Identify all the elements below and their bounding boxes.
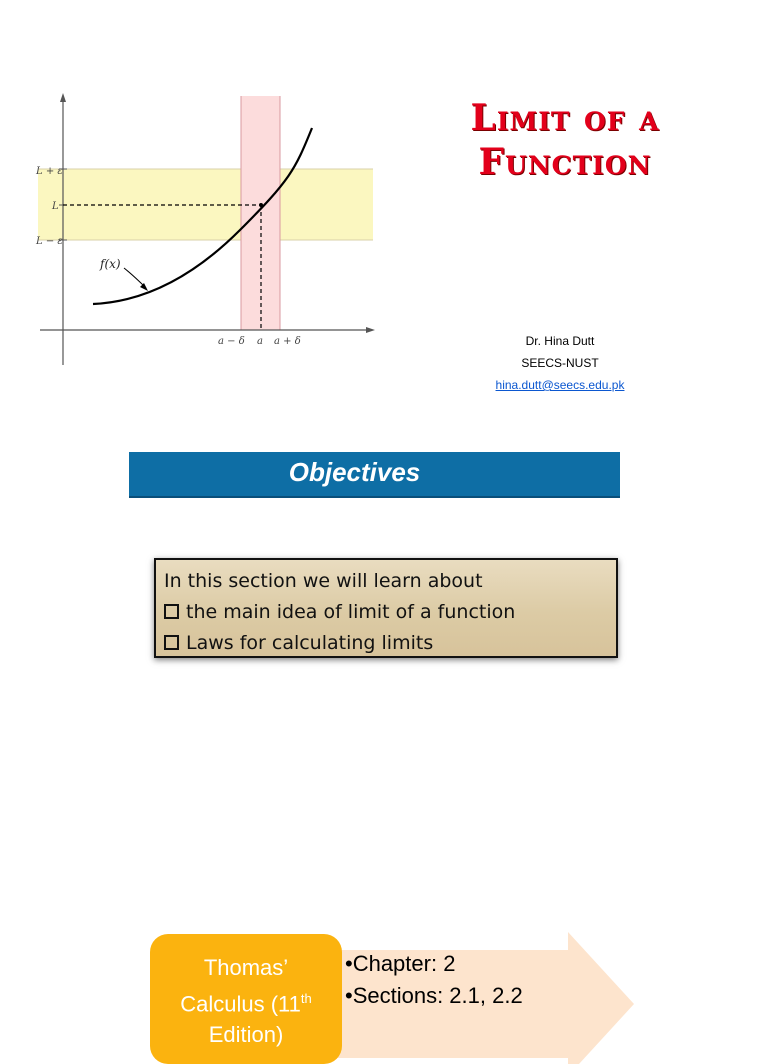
title-line-1: Limit of a [470,97,660,139]
textbook-title-line-2 [150,983,342,1019]
objective-item-text: Laws for calculating limits [186,632,434,654]
objectives-intro: In this section we will learn about [164,570,483,592]
objective-item [164,597,608,628]
curve-label-fx: f(x) [100,257,121,271]
y-label-l-minus-epsilon: L − ε [36,236,63,247]
checkbox-icon [164,635,179,650]
objectives-heading: Objectives [288,457,421,487]
title-line-2: Function [478,141,652,183]
objective-item-text: the main idea of limit of a function [186,601,516,623]
author-block [450,330,670,396]
objectives-banner [129,452,620,498]
y-label-l: L [52,201,59,212]
y-axis-arrow [60,93,66,102]
sections-bullet: •Sections: 2.1, 2.2 [345,983,523,1008]
objective-item [164,628,608,659]
textbook-bullets [345,948,523,1012]
textbook-title-line-1: Thomas’ [203,955,289,980]
x-label-a-plus-delta: a + δ [274,336,301,347]
textbook-title-line-2-text: Calculus (11 [180,991,301,1017]
x-label-a: a [257,336,263,347]
textbook-reference [0,920,768,1048]
curve-label-pointer-head [140,283,148,291]
slide-title [420,96,710,184]
chapter-bullet: •Chapter: 2 [345,951,456,976]
x-label-a-minus-delta: a − δ [218,336,245,347]
checkbox-icon [164,604,179,619]
limit-point [259,203,263,207]
author-name: Dr. Hina Dutt [525,334,595,348]
textbook-edition-suffix: th [300,991,312,1006]
textbook-title-line-3: Edition) [208,1022,284,1048]
textbook-card [150,934,342,1064]
x-axis-arrow [366,327,375,333]
author-affiliation: SEECS-NUST [521,356,599,370]
author-email-link[interactable]: hina.dutt@seecs.edu.pk [495,378,625,392]
limit-definition-figure [30,90,380,370]
y-label-l-plus-epsilon: L + ε [36,166,63,177]
objectives-box [154,558,618,658]
